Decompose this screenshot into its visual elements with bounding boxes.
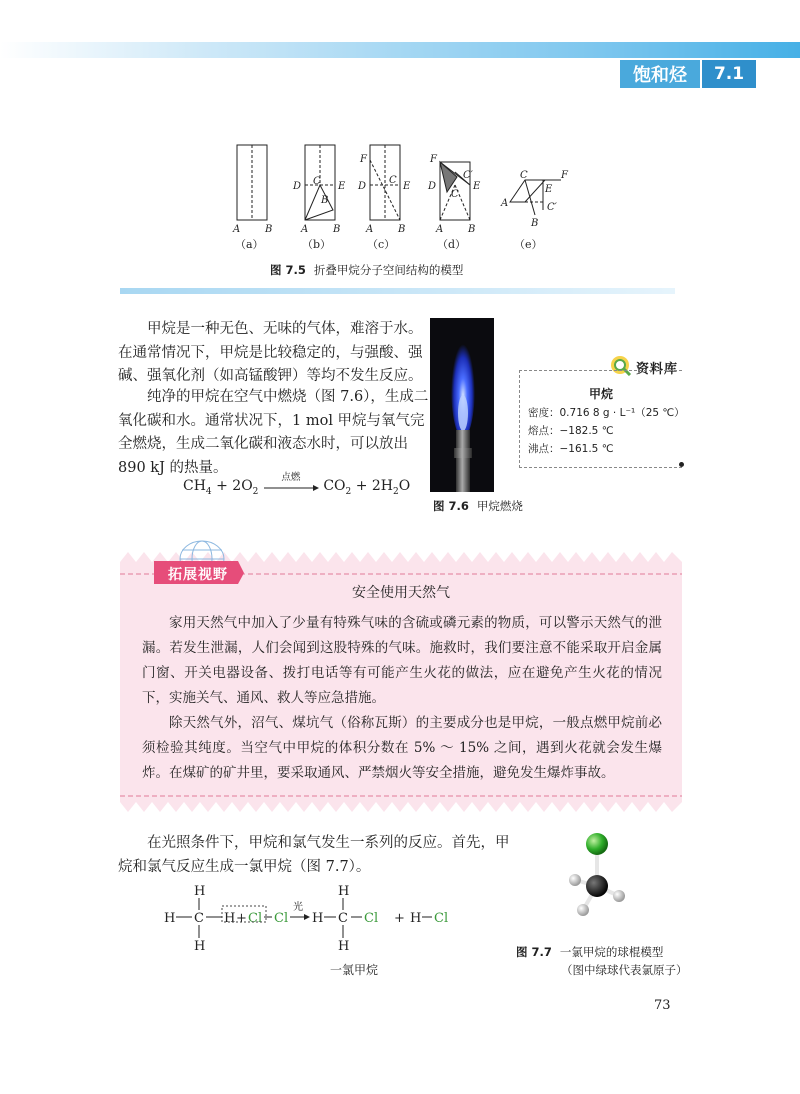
data-library-label: 资料库 — [636, 362, 679, 377]
svg-text:B: B — [468, 224, 476, 235]
svg-text:H: H — [338, 939, 350, 954]
melting-point-row: 熔点：−182.5 ℃ — [528, 425, 614, 437]
fig75-caption — [270, 262, 463, 278]
product-name: 一氯甲烷 — [330, 963, 379, 977]
light-condition: 光 — [293, 902, 303, 913]
extension-paragraph-2: 除天然气外，沼气、煤坑气（俗称瓦斯）的主要成分也是甲烷，一般点燃甲烷前必须检验其纯度。当空气中甲烷的体积分数在 5% ～ 15% 之间，遇到火花就会发生爆炸。在煤矿的矿井里，要采取通风、严禁烟火等安全措施，避免发生爆炸事故。 — [142, 715, 662, 781]
svg-text:C: C — [313, 176, 321, 187]
svg-text:Cl: Cl — [248, 911, 263, 926]
svg-text:D: D — [358, 181, 367, 192]
svg-text:E: E — [473, 181, 481, 192]
fig75-folding-diagram — [225, 140, 585, 255]
svg-text:A: A — [233, 224, 241, 235]
svg-text:E: E — [545, 184, 553, 195]
panel-label-b: （b） — [302, 238, 332, 251]
paragraph-methane-combustion: 纯净的甲烷在空气中燃烧（图 7.6），生成二氧化碳和水。通常状况下，1 mol 甲烷与氧气完全燃烧，生成二氧化碳和液态水时，可以放出 890 kJ 的热量。 — [118, 389, 429, 476]
svg-text:H: H — [312, 911, 324, 926]
fig77-caption-text: 一氯甲烷的球棍模型 — [559, 945, 664, 959]
section-header — [620, 60, 756, 88]
panel-label-e: （e） — [514, 238, 543, 251]
svg-text:C: C — [194, 911, 204, 926]
svg-text:H: H — [194, 939, 206, 954]
svg-text:E: E — [403, 181, 411, 192]
fig77-caption — [516, 944, 663, 960]
combustion-equation: $CH_4 + 2O_2$ 点燃 $CO_2 + 2H_2O$ — [183, 478, 410, 497]
extension-paragraph-1: 家用天然气中加入了少量有特殊气味的含硫或磷元素的物质，可以警示天然气的泄漏。若发生泄漏，人们会闻到这股特殊的气味。施救时，我们要注意不能采取开启金属门窗、开关电器设备、拨打电话等有可能产生火花的做法，应在避免产生火花的情况下，实施关气、通风、救人等应急措施。 — [142, 615, 662, 706]
svg-text:C: C — [389, 175, 397, 186]
page-number: 73 — [654, 998, 671, 1013]
svg-text:C: C — [451, 189, 459, 200]
svg-text:E: E — [338, 181, 346, 192]
panel-label-a: （a） — [235, 238, 264, 251]
fig77-number: 图 7.7 — [516, 945, 552, 959]
svg-text:B: B — [531, 218, 539, 229]
boiling-point-row: 沸点：−161.5 ℃ — [528, 443, 614, 455]
svg-text:B: B — [321, 195, 329, 206]
paragraph-chlorination: 在光照条件下，甲烷和氯气发生一系列的反应。首先，甲烷和氯气反应生成一氯甲烷（图 7.7）。 — [118, 835, 510, 875]
svg-text:C: C — [520, 170, 528, 181]
section-title: 饱和烃 — [620, 60, 700, 88]
svg-text:Cl: Cl — [274, 911, 289, 926]
chloromethane-ball-stick-model — [553, 818, 643, 928]
section-number: 7.1 — [700, 60, 756, 88]
svg-text:D: D — [293, 181, 302, 192]
svg-text:C′: C′ — [547, 202, 557, 213]
methane-flame-photo — [430, 318, 494, 492]
svg-text:C′: C′ — [463, 170, 473, 181]
condition-label: 点燃 — [281, 472, 301, 483]
svg-text:A: A — [366, 224, 374, 235]
svg-text:+: + — [394, 911, 405, 926]
svg-text:F: F — [561, 170, 568, 181]
panel-label-c: （c） — [367, 238, 396, 251]
paragraph-methane-properties: 甲烷是一种无色、无味的气体，难溶于水。在通常情况下，甲烷是比较稳定的，与强酸、强碱、强氧化剂（如高锰酸钾）等均不发生反应。 — [118, 321, 423, 384]
fig75-number: 图 7.5 — [270, 263, 306, 277]
density-row: 密度：0.716 8 g · L⁻¹（25 ℃） — [528, 407, 685, 419]
fig76-caption — [433, 498, 523, 514]
svg-text:+: + — [236, 911, 247, 926]
panel-label-d: （d） — [437, 238, 467, 251]
chlorination-reaction — [164, 882, 464, 982]
header-gradient-band — [0, 42, 800, 58]
svg-text:B: B — [265, 224, 273, 235]
svg-text:C: C — [338, 911, 348, 926]
svg-text:H: H — [224, 911, 236, 926]
svg-text:H: H — [194, 884, 206, 899]
data-library-box — [519, 370, 685, 468]
reaction-arrow — [263, 472, 319, 493]
svg-text:A: A — [436, 224, 444, 235]
section-divider — [120, 288, 675, 294]
panel-e-shape — [510, 180, 545, 202]
svg-text:H: H — [410, 911, 422, 926]
svg-text:Cl: Cl — [434, 911, 449, 926]
svg-text:B: B — [333, 224, 341, 235]
svg-text:H: H — [338, 884, 350, 899]
svg-text:A: A — [501, 198, 509, 209]
svg-text:F: F — [360, 154, 367, 165]
data-box-end-dot — [679, 462, 684, 467]
fig76-caption-text: 甲烷燃烧 — [476, 499, 523, 513]
fig76-number: 图 7.6 — [433, 499, 469, 513]
data-title: 甲烷 — [588, 387, 613, 401]
extension-title: 安全使用天然气 — [352, 585, 450, 601]
svg-text:H: H — [164, 911, 176, 926]
svg-text:Cl: Cl — [364, 911, 379, 926]
svg-text:D: D — [428, 181, 437, 192]
fig75-caption-text: 折叠甲烷分子空间结构的模型 — [313, 263, 464, 277]
extension-tab-label: 拓展视野 — [168, 567, 228, 583]
svg-text:A: A — [301, 224, 309, 235]
svg-text:B: B — [398, 224, 406, 235]
svg-text:F: F — [430, 154, 437, 165]
fig77-caption-note: （图中绿球代表氯原子） — [561, 963, 688, 977]
